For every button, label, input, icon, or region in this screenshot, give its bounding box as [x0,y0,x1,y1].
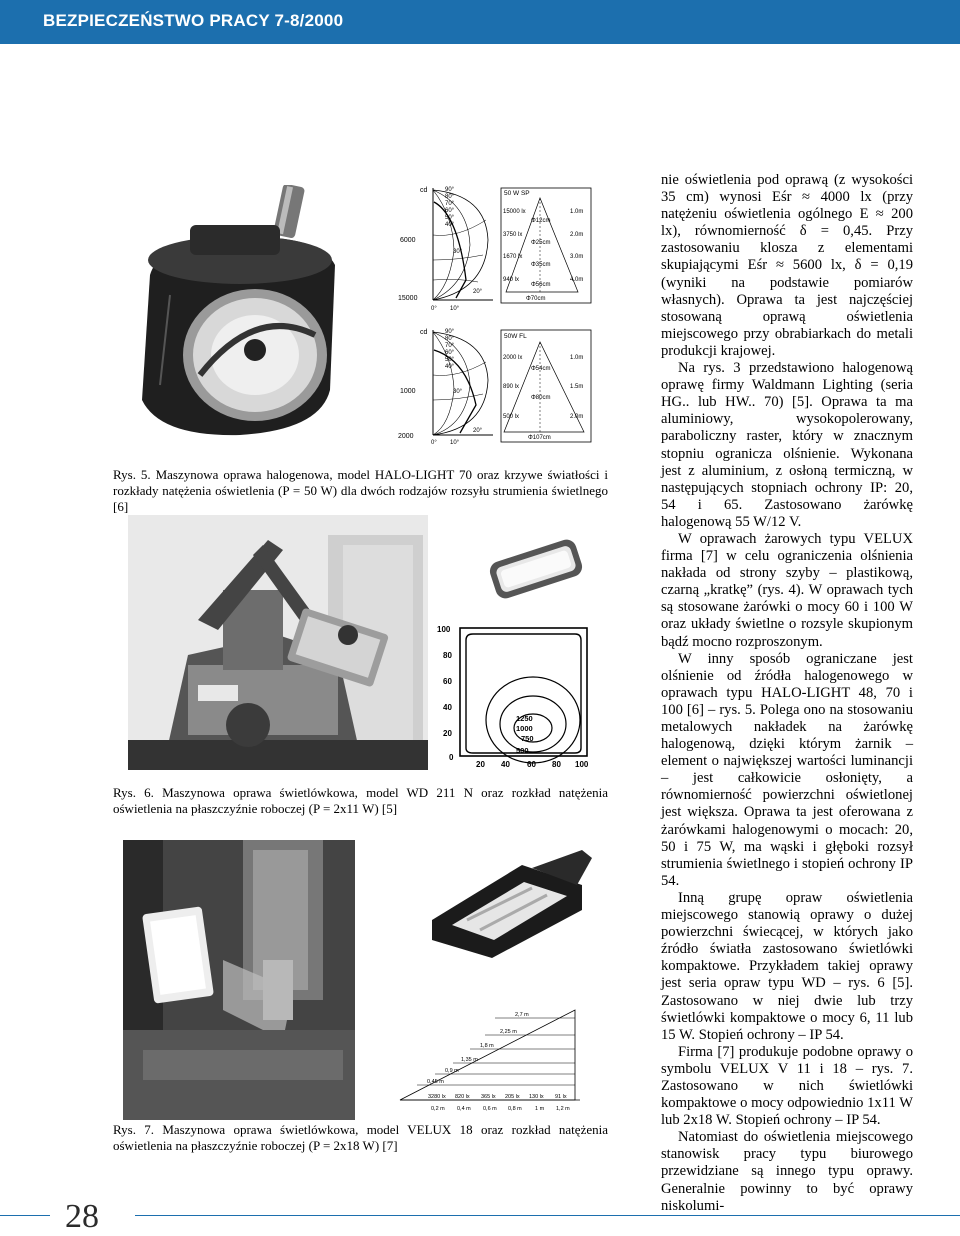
height-label: 2.0m [570,232,584,238]
contour-label: 750 [521,734,534,743]
x-tick: 100 [575,760,589,769]
machine-with-lamp-photo [128,515,428,770]
unit-label-top: cd [420,187,428,194]
y-tick: 100 [437,625,451,634]
velux-luminaire-photo [412,840,600,965]
y-tick: 80 [443,651,452,660]
width-label: 1,2 m [556,1106,570,1112]
diameter-label: Φ12cm [531,218,551,224]
angle-label: 50° [445,357,455,363]
height-label: 0,9 m [445,1068,459,1074]
y-tick: 20 [443,729,452,738]
lux-label: 1670 lx [503,254,523,260]
angle-label: 90° [445,187,455,193]
contour-label: 1000 [516,724,533,733]
journal-title: BEZPIECZEŃSTWO PRACY 7-8/2000 [43,11,344,30]
lux-label: 2000 lx [503,355,523,361]
diameter-label: Φ35cm [531,262,551,268]
figure-caption-6: Rys. 6. Maszynowa oprawa świetlówkowa, model WD 211 N oraz rozkład natężenia oświetlenia na płaszczyźnie roboczej (P = 2x11 W) [5] [113,785,608,816]
figure-caption-5: Rys. 5. Maszynowa oprawa halogenowa, model HALO-LIGHT 70 oraz krzywe światłości i rozkłady natężenia oświetlenia (P = 50 W) dla dwóch rodzajów rozsyłu strumienia świetlnego [6] [113,467,608,514]
angle-label: 10° [450,306,460,312]
paragraph: W oprawach żarowych typu VELUX firma [7] w celu ograniczenia olśnienia nakłada od strony szyby – plastikową, czarną „kratkę” (rys. 4). W oprawach tych są stosowane żarówki o mocy 60 i 100 W oraz układy świetlne o rozsyle skupionym bądź mocno rozproszonym. [661,530,913,650]
angle-label: 40° [445,222,455,228]
box-title-bottom: 50W FL [504,333,527,340]
angle-label: 40° [445,364,455,370]
angle-label: 70° [445,343,455,349]
angle-label: 90° [445,329,455,335]
diameter-label: Φ70cm [526,296,546,302]
height-label: 3.0m [570,254,584,260]
footer-rule-right [135,1215,960,1216]
width-label: 0,4 m [457,1106,471,1112]
height-label: 2.0m [570,414,584,420]
lux-label: 940 lx [503,277,520,283]
angle-label: 10° [450,440,460,445]
angle-label: 20° [473,428,483,434]
lux-label: 365 lx [481,1094,496,1100]
lux-label: 820 lx [455,1094,470,1100]
wd-luminaire-photo [477,520,592,600]
height-label: 4.0m [570,277,584,283]
paragraph: Firma [7] produkuje podobne oprawy o symbolu VELUX V 11 i 18 – rys. 7. Zastosowano w nich świetlówki kompaktowe o mocy odpowiednio 1x11 W lub 2x18 W. Stopień ochrony – IP 54. [661,1043,913,1129]
contour-label: 500 [516,746,529,755]
tick-top-1: 6000 [400,237,416,244]
y-tick: 60 [443,677,452,686]
fig5-photometric-diagram [398,180,593,445]
unit-label-bottom: cd [420,329,428,336]
height-label: 2,7 m [515,1012,529,1018]
lux-label: 890 lx [503,384,520,390]
angle-label: 0° [431,440,437,445]
height-label: 1.0m [570,355,584,361]
height-label: 1,35 m [461,1057,478,1063]
angle-label: 50° [445,215,455,221]
diameter-label: Φ80cm [531,395,551,401]
width-label: 0,8 m [508,1106,522,1112]
height-label: 1.5m [570,384,584,390]
lux-label: 205 lx [505,1094,520,1100]
paragraph: Natomiast do oświetlenia miejscowego stanowisk pracy typu biurowego przewidziane są innego typu oprawy. Generalnie powinny to być oprawy niskolumi- [661,1129,913,1214]
box-title-top: 50 W SP [504,190,530,197]
diameter-label: Φ56cm [531,282,551,288]
angle-label: 60° [445,350,455,356]
page-number: 28 [65,1198,99,1235]
width-label: 0,6 m [483,1106,497,1112]
lux-label: 3280 lx [428,1094,446,1100]
height-label: 1.0m [570,209,584,215]
body-text-column [661,172,913,1215]
diameter-label: Φ25cm [531,240,551,246]
lux-label: 15000 lx [503,209,526,215]
lux-label: 3750 lx [503,232,523,238]
halogen-lamp-photo [130,185,360,450]
figure-caption-7: Rys. 7. Maszynowa oprawa świetlówkowa, model VELUX 18 oraz rozkład natężenia oświetlenia na płaszczyźnie roboczej (P = 2x18 W) [7] [113,1122,608,1153]
angle-label: 0° [431,306,437,312]
machining-photo [123,840,355,1120]
lux-label: 91 lx [555,1094,567,1100]
lux-label: 130 lx [529,1094,544,1100]
height-label: 1,8 m [480,1043,494,1049]
fig6-isolux-chart [433,620,598,770]
width-label: 0,2 m [431,1106,445,1112]
angle-label: 30° [453,389,463,395]
angle-label: 30° [453,249,463,255]
width-label: 1 m [535,1106,545,1112]
header-bar [0,0,960,44]
height-label: 0,45 m [427,1079,444,1085]
x-tick: 60 [527,760,536,769]
contour-label: 1250 [516,714,533,723]
angle-label: 20° [473,289,483,295]
paragraph: Na rys. 3 przedstawiono halogenową oprawę firmy Waldmann Lighting (seria HG.. lub HW.. 70) [5]. Oprawa ta ma aluminiowy, wysokopolerowany, paraboliczny raster, który w znacznym stopniu ogranicza olśnienie. Wykonana jest z aluminium, z osłoną termiczną, w następujących stopniach ochrony IP: 20, 54 i 65. Zastosowano żarówkę halogenową 55 W/12 V. [661,360,913,530]
x-tick: 40 [501,760,510,769]
x-tick: 20 [476,760,485,769]
tick-bottom-1: 1000 [400,388,416,395]
footer-rule-left [0,1215,50,1216]
diameter-label: Φ54cm [531,366,551,372]
tick-bottom-2: 2000 [398,433,414,440]
diameter-label: Φ107cm [528,435,551,441]
y-tick: 0 [449,753,454,762]
angle-label: 60° [445,208,455,214]
x-tick: 80 [552,760,561,769]
lux-label: 500 lx [503,414,520,420]
angle-label: 80° [445,194,455,200]
y-tick: 40 [443,703,452,712]
tick-top-2: 15000 [398,295,418,302]
fig7-illuminance-diagram [395,1000,605,1118]
paragraph: Inną grupę opraw oświetlenia miejscowego stanowią oprawy o dużej powierzchni świecącej, w których jako źródło światła zastosowano świetlówki kompaktowe. Przykładem takiej oprawy jest seria opraw typu WD – rys. 6 [5]. Zastosowano w niej dwie lub trzy świetlówki kompaktowe o mocy 6, 11 lub 15 W. Stopień ochrony – IP 54. [661,889,913,1043]
paragraph: W inny sposób ograniczane jest olśnienie od źródła halogenowego w oprawach typu HALO-LIGHT 48, 70 i 100 [6] – rys. 5. Polega ono na stosowaniu metalowych nakładek na żarówkę halogenową, dzięki którym żarnik – element o największej wartości luminancji – jest całkowicie osłonięty, a równomierność powierzchni oświetlonej jest większa. Oprawa ta jest oferowana z żarówkami halogenowymi o mocach: 20, 50 i 75 W, ma wąski i głęboki rozsył strumienia świetlnego i stopień ochrony IP 54. [661,650,913,889]
angle-label: 80° [445,336,455,342]
angle-label: 70° [445,201,455,207]
paragraph: nie oświetlenia pod oprawą (z wysokości 35 cm) wynosi Eśr ≈ 4000 lx (przy natężeniu oświetlenia ogólnego E ≈ 200 lx), równomierność δ = 0,45. Przy zastosowaniu klosza z elementami skupiającymi Eśr ≈ 5600 lx, δ = 0,19 (wyniki na podstawie pomiarów własnych). Oprawa ta jest najczęściej stosowaną oprawą oświetlenia miejscowego przy obrabiarkach do metali produkcji krajowej. [661,172,913,359]
height-label: 2,25 m [500,1029,517,1035]
